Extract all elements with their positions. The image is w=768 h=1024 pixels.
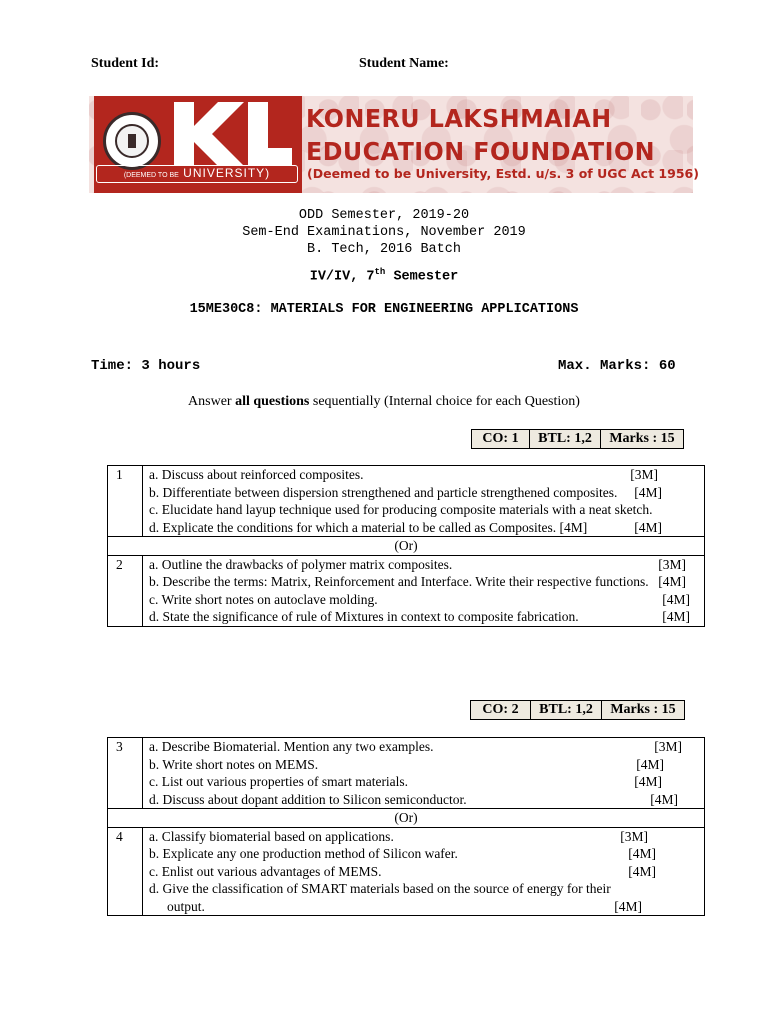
co2-info-box [470, 700, 685, 720]
marks-label: Marks : 15 [609, 431, 675, 446]
question-part [149, 828, 698, 846]
question-part [149, 608, 698, 626]
org-name-line2: EDUCATION FOUNDATION [306, 137, 656, 166]
part-marks: [4M] [614, 898, 642, 914]
question-part [149, 898, 698, 916]
question-number: 1 [108, 466, 143, 537]
part-marks: [4M] [634, 484, 662, 500]
table-row [108, 738, 705, 809]
question-part [149, 845, 698, 863]
year-semester-line [0, 267, 768, 285]
question-body [143, 555, 705, 626]
part-text: d. Discuss about dopant addition to Silicon semiconductor. [149, 791, 467, 807]
course-title: 15ME30C8: MATERIALS FOR ENGINEERING APPLICATIONS [189, 302, 579, 317]
part-marks: [3M] [620, 828, 648, 844]
part-marks: [4M] [559, 519, 588, 535]
part-text: b. Differentiate between dispersion strengthened and particle strengthened composites. [149, 484, 618, 500]
year-prefix: IV/IV, 7 [309, 269, 375, 285]
part-text: a. Discuss about reinforced composites. [149, 467, 364, 482]
part-marks: [4M] [634, 519, 662, 535]
co1-info-box [471, 429, 684, 449]
table-row [108, 555, 705, 626]
year-sup: th [374, 267, 386, 277]
org-subtitle: (Deemed to be University, Estd. u/s. 3 of UGC Act 1956) [307, 166, 699, 181]
question-part [149, 863, 698, 881]
part-text: c. List out various properties of smart materials. [149, 774, 409, 789]
instruction-post: sequentially (Internal choice for each Question) [309, 394, 580, 409]
question-number: 4 [108, 827, 143, 916]
section1-table [107, 465, 705, 627]
question-part [149, 466, 698, 484]
kl-logo-icon [170, 100, 295, 168]
question-part [149, 791, 698, 809]
part-marks: [4M] [658, 574, 686, 589]
table-row [108, 537, 705, 556]
part-marks: [3M] [658, 556, 686, 572]
question-body [143, 466, 705, 537]
part-text: c. Elucidate hand layup technique used for producing composite materials with a neat sketch. [149, 502, 653, 517]
part-marks: [3M] [630, 467, 658, 482]
student-name-label: Student Name: [359, 56, 449, 71]
university-seal-icon [103, 112, 161, 170]
question-part [149, 756, 698, 774]
question-part [149, 519, 698, 537]
deemed-word: UNIVERSITY) [183, 166, 271, 180]
question-number: 3 [108, 738, 143, 809]
question-part [149, 556, 698, 574]
deemed-university-tag [96, 165, 298, 183]
part-text: d. Explicate the conditions for which a material to be called as Composites. [149, 519, 557, 535]
part-text: a. Classify biomaterial based on applications. [149, 828, 394, 844]
part-text: d. State the significance of rule of Mixtures in context to composite fabrication. [149, 609, 579, 624]
part-marks: [4M] [662, 591, 690, 607]
question-part [149, 773, 698, 791]
batch-line: B. Tech, 2016 Batch [307, 242, 461, 257]
part-marks: [3M] [654, 739, 682, 754]
org-name-line1: KONERU LAKSHMAIAH [306, 104, 612, 133]
btl-label: BTL: 1,2 [531, 701, 602, 719]
part-marks: [4M] [634, 774, 662, 789]
part-marks: [4M] [628, 846, 656, 861]
semester-line: ODD Semester, 2019-20 [298, 208, 470, 223]
co-label: CO: 1 [472, 430, 530, 448]
instruction-pre: Answer [188, 394, 236, 409]
part-text: output. [167, 898, 205, 914]
or-separator: (Or) [108, 537, 705, 556]
part-text: d. Give the classification of SMART materials based on the source of energy for their [149, 881, 611, 896]
part-text: b. Describe the terms: Matrix, Reinforcement and Interface. Write their respective functions. [149, 574, 649, 589]
instruction-bold: all questions [235, 394, 310, 409]
part-text: a. Outline the drawbacks of polymer matrix composites. [149, 556, 453, 572]
question-body [143, 827, 705, 916]
deemed-prefix: (DEEMED TO BE [123, 172, 179, 179]
part-marks: [4M] [628, 863, 656, 879]
time-label: Time: 3 hours [91, 358, 201, 374]
question-part [149, 573, 698, 591]
part-text: b. Explicate any one production method of Silicon wafer. [149, 846, 458, 861]
part-marks: [4M] [662, 609, 690, 624]
question-part [149, 484, 698, 502]
btl-label: BTL: 1,2 [530, 430, 601, 448]
question-part [149, 880, 698, 898]
part-text: c. Write short notes on autoclave molding. [149, 591, 378, 607]
exam-name-line: Sem-End Examinations, November 2019 [242, 225, 526, 240]
instruction-line [0, 394, 768, 410]
student-id-label: Student Id: [91, 56, 160, 71]
question-part [149, 738, 698, 756]
part-text: c. Enlist out various advantages of MEMS. [149, 863, 382, 879]
question-part [149, 591, 698, 609]
marks-label: Marks : 15 [610, 702, 676, 717]
section2-table [107, 737, 705, 916]
co-label: CO: 2 [471, 701, 531, 719]
part-marks: [4M] [636, 756, 664, 772]
question-number: 2 [108, 555, 143, 626]
table-row [108, 827, 705, 916]
question-body [143, 738, 705, 809]
part-text: b. Write short notes on MEMS. [149, 756, 319, 772]
max-marks-label: Max. Marks: 60 [558, 358, 676, 374]
table-row [108, 466, 705, 537]
part-marks: [4M] [650, 791, 678, 807]
part-text: a. Describe Biomaterial. Mention any two examples. [149, 739, 434, 754]
or-separator: (Or) [108, 809, 705, 828]
year-suffix: Semester [385, 269, 459, 285]
table-row [108, 809, 705, 828]
